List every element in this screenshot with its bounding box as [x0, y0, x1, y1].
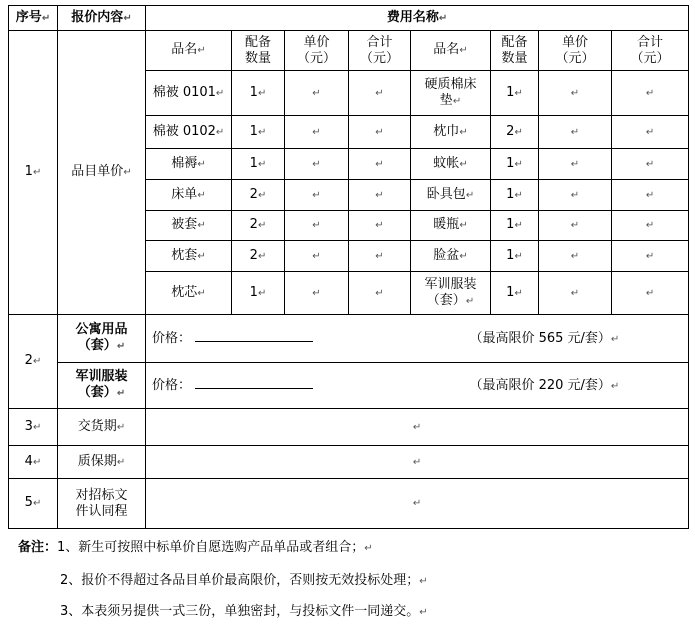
item-unit-left: ↵: [285, 272, 349, 315]
item-unit-left: ↵: [285, 241, 349, 272]
quotation-table: [8, 5, 689, 529]
section4-row: [9, 446, 689, 479]
item-total-left: ↵: [349, 149, 411, 180]
sub-header-row: [9, 31, 689, 71]
item-qty-left: 1↵: [232, 149, 285, 180]
item-total-right: ↵: [612, 71, 689, 116]
item-name-right: 蚊帐↵: [411, 149, 491, 180]
item-unit-right: ↵: [539, 180, 612, 211]
item-name-left: 棉被 0101↵: [146, 71, 232, 116]
item-total-right: ↵: [612, 116, 689, 149]
tender-agreement-label: 对招标文 件认同程: [58, 479, 146, 529]
item-total-right: ↵: [612, 211, 689, 241]
item-total-left: ↵: [349, 71, 411, 116]
section5-row: [9, 479, 689, 529]
item-qty-left: 2↵: [232, 180, 285, 211]
item-name-right: 硬质棉床 垫↵: [411, 71, 491, 116]
item-qty-right: 1↵: [491, 180, 539, 211]
military-price-blank[interactable]: [195, 376, 313, 389]
item-total-left: ↵: [349, 272, 411, 315]
item-total-left: ↵: [349, 116, 411, 149]
item-unit-right: ↵: [539, 272, 612, 315]
section1-label: 品目单价↵: [58, 31, 146, 315]
section2-row-military: [9, 363, 689, 409]
item-qty-left: 2↵: [232, 211, 285, 241]
item-name-left: 被套↵: [146, 211, 232, 241]
sub-header-qty-left: 配备 数量: [232, 31, 285, 71]
item-qty-left: 2↵: [232, 241, 285, 272]
item-unit-left: ↵: [285, 211, 349, 241]
warranty-period-label: 质保期↵: [58, 446, 146, 479]
item-total-left: ↵: [349, 180, 411, 211]
item-qty-right: 1↵: [491, 211, 539, 241]
item-name-right: 脸盆↵: [411, 241, 491, 272]
item-qty-right: 1↵: [491, 241, 539, 272]
apartment-supplies-label: 公寓用品 （套）↵: [58, 315, 146, 363]
section4-serial: 4↵: [9, 446, 58, 479]
item-name-left: 枕套↵: [146, 241, 232, 272]
item-unit-left: ↵: [285, 116, 349, 149]
item-unit-left: ↵: [285, 149, 349, 180]
item-unit-right: ↵: [539, 116, 612, 149]
item-name-left: 床单↵: [146, 180, 232, 211]
sub-header-name-left: 品名↵: [146, 31, 232, 71]
item-qty-left: 1↵: [232, 71, 285, 116]
item-unit-right: ↵: [539, 211, 612, 241]
item-qty-right: 1↵: [491, 71, 539, 116]
section5-serial: 5↵: [9, 479, 58, 529]
item-qty-left: 1↵: [232, 116, 285, 149]
item-name-right: 暖瓶↵: [411, 211, 491, 241]
item-unit-left: ↵: [285, 180, 349, 211]
item-qty-right: 1↵: [491, 149, 539, 180]
delivery-period-label: 交货期↵: [58, 409, 146, 446]
item-total-right: ↵: [612, 149, 689, 180]
notes-title: 备注：: [18, 540, 58, 555]
warranty-period-value[interactable]: ↵: [146, 446, 689, 479]
section1-serial: 1↵: [9, 31, 58, 315]
item-unit-right: ↵: [539, 71, 612, 116]
header-serial: 序号↵: [9, 6, 58, 31]
section3-serial: 3↵: [9, 409, 58, 446]
header-cost-name: 费用名称↵: [146, 6, 689, 31]
item-name-left: 棉被 0102↵: [146, 116, 232, 149]
apartment-price-cell: 价格： （最高限价 565 元/套）↵: [146, 315, 689, 363]
item-unit-left: ↵: [285, 71, 349, 116]
item-name-left: 枕芯↵: [146, 272, 232, 315]
header-quote-content: 报价内容↵: [58, 6, 146, 31]
item-qty-left: 1↵: [232, 272, 285, 315]
item-unit-right: ↵: [539, 241, 612, 272]
notes-line-1: 备注：1、新生可按照中标单价自愿选购产品单品或者组合；↵: [18, 540, 373, 555]
notes-line-2: 2、报价不得超过各品目单价最高限价，否则按无效投标处理；↵: [60, 573, 428, 588]
section2-serial: 2↵: [9, 315, 58, 409]
sub-header-unit-right: 单价 （元）: [539, 31, 612, 71]
item-name-right: 卧具包↵: [411, 180, 491, 211]
sub-header-total-left: 合计 （元）: [349, 31, 411, 71]
sub-header-total-right: 合计 （元）: [612, 31, 689, 71]
delivery-period-value[interactable]: ↵: [146, 409, 689, 446]
item-unit-right: ↵: [539, 149, 612, 180]
item-total-left: ↵: [349, 241, 411, 272]
section2-row-apartment: [9, 315, 689, 363]
notes-line-3: 3、本表须另提供一式三份，单独密封，与投标文件一同递交。↵: [60, 604, 428, 619]
item-total-right: ↵: [612, 241, 689, 272]
item-qty-right: 1↵: [491, 272, 539, 315]
item-total-right: ↵: [612, 180, 689, 211]
tender-agreement-value[interactable]: ↵: [146, 479, 689, 529]
table-header-row: [9, 6, 689, 31]
sub-header-unit-left: 单价 （元）: [285, 31, 349, 71]
item-total-left: ↵: [349, 211, 411, 241]
sub-header-qty-right: 配备 数量: [491, 31, 539, 71]
apartment-price-blank[interactable]: [195, 329, 313, 342]
sub-header-name-right: 品名↵: [411, 31, 491, 71]
item-qty-right: 2↵: [491, 116, 539, 149]
section3-row: [9, 409, 689, 446]
military-price-cell: 价格： （最高限价 220 元/套）↵: [146, 363, 689, 409]
item-name-right: 军训服装 （套）↵: [411, 272, 491, 315]
military-uniform-label: 军训服装 （套）↵: [58, 363, 146, 409]
item-total-right: ↵: [612, 272, 689, 315]
item-name-left: 棉褥↵: [146, 149, 232, 180]
item-name-right: 枕巾↵: [411, 116, 491, 149]
